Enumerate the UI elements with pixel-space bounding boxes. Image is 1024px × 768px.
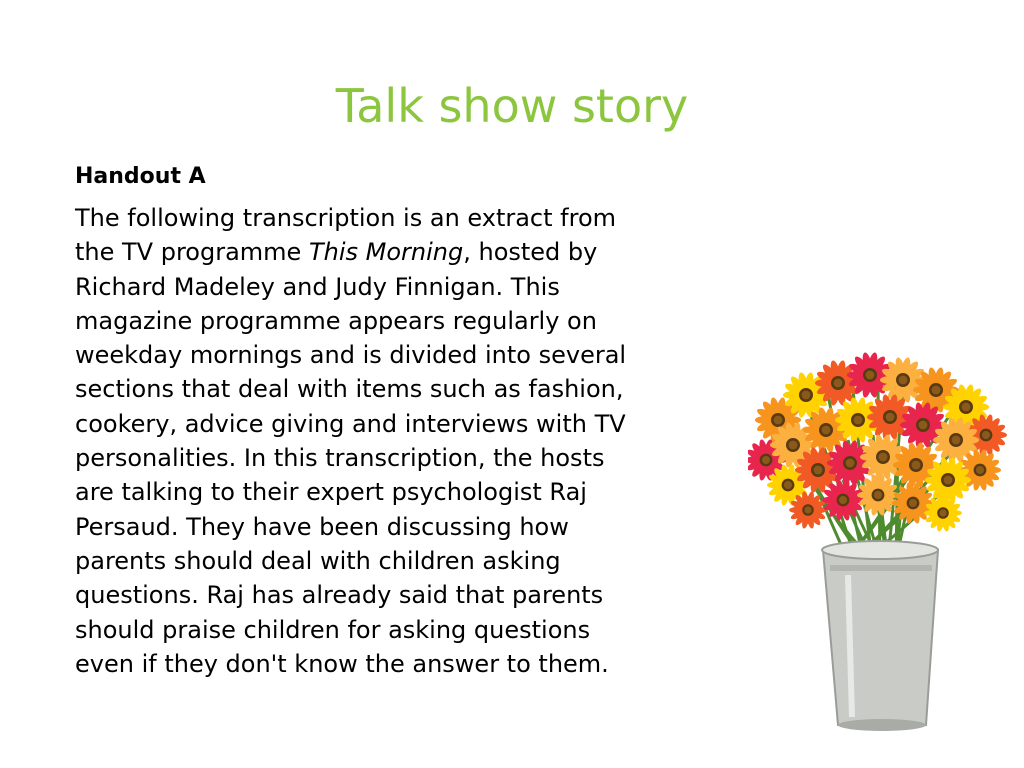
paragraph-line: are talking to their expert psychologist Raj (75, 478, 587, 507)
paragraph-line: Persaud. They have been discussing how (75, 512, 569, 541)
paragraph-line: even if they don't know the answer to them. (75, 649, 609, 678)
paragraph-line: weekday mornings and is divided into several (75, 341, 627, 370)
programme-title: This Morning (308, 238, 464, 267)
paragraph-line: The following transcription is an extract from (75, 204, 617, 232)
paragraph-line: cookery, advice giving and interviews with TV (75, 409, 626, 438)
metal-vase (822, 541, 938, 731)
paragraph-line: Richard Madeley and Judy Finnigan. This (75, 272, 560, 301)
handout-heading: Handout A (75, 164, 206, 189)
paragraph-line: sections that deal with items such as fashion, (75, 375, 624, 404)
paragraph-line: should praise children for asking questions (75, 615, 591, 644)
paragraph-line: the TV programme This Morning, hosted by (75, 238, 598, 267)
paragraph-line: personalities. In this transcription, the hosts (75, 444, 605, 473)
flower-bouquet-in-metal-vase-icon (748, 345, 1008, 735)
transcription-intro-paragraph (75, 201, 775, 681)
gerbera-flower (924, 494, 962, 532)
paragraph-line: magazine programme appears regularly on (75, 306, 597, 335)
paragraph-line: parents should deal with children asking (75, 546, 561, 575)
slide-title: Talk show story (335, 79, 689, 133)
paragraph-line: questions. Raj has already said that parents (75, 581, 604, 610)
